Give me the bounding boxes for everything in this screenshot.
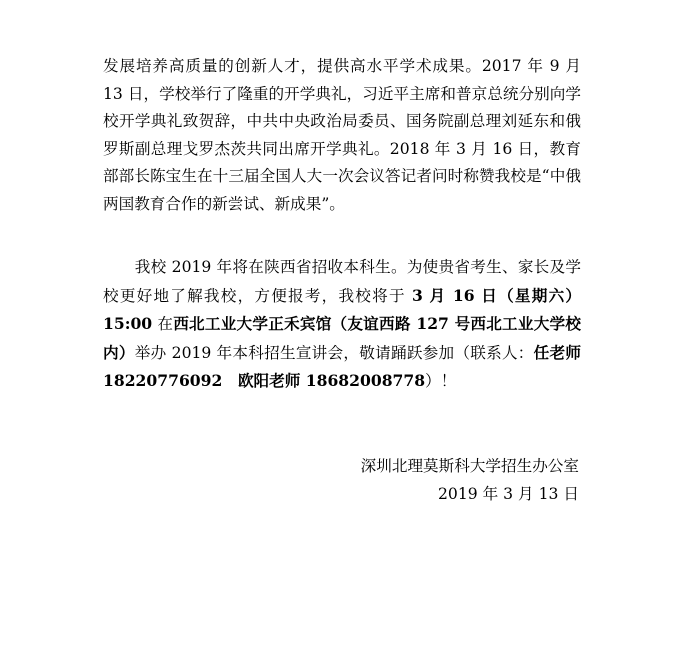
event-date-time: 3 月 16 日（星期六）15:00 [103, 285, 581, 333]
paragraph-admission-info [103, 254, 581, 396]
admission-intro: 我校 2019 年将在陕西省招收本科生。为使贵省考生、家长及学校更好地了解我校，方便报考，我校将于 [103, 258, 581, 305]
closing-punctuation: ）！ [425, 372, 457, 390]
venue-prefix: 在 [152, 315, 174, 333]
contact-persons: 任老师 18220776092 欧阳老师 18682008778 [103, 342, 581, 390]
event-description: 举办 2019 年本科招生宣讲会，敬请踊跃参加（联系人： [134, 343, 534, 362]
event-venue: 西北工业大学正禾宾馆（友谊西路 127 号西北工业大学校内） [103, 314, 581, 362]
signature-organization: 深圳北理莫斯科大学招生办公室 [360, 457, 579, 475]
paragraph-school-history: 发展培养高质量的创新人才，提供高水平学术成果。2017 年 9 月 13 日，学校举行了隆重的开学典礼，习近平主席和普京总统分别向学校开学典礼致贺辞，中共中央政治局委员、国务院副总理刘延东和俄罗斯副总理戈罗杰茨共同出席开学典礼。2018 年 3 月 16 日，教育部部长陈宝生在十三届全国人大一次会议答记者问时称赞我校是“中俄两国教育合作的新尝试、新成果”。 [103, 57, 581, 213]
signature-date: 2019 年 3 月 13 日 [437, 485, 579, 503]
